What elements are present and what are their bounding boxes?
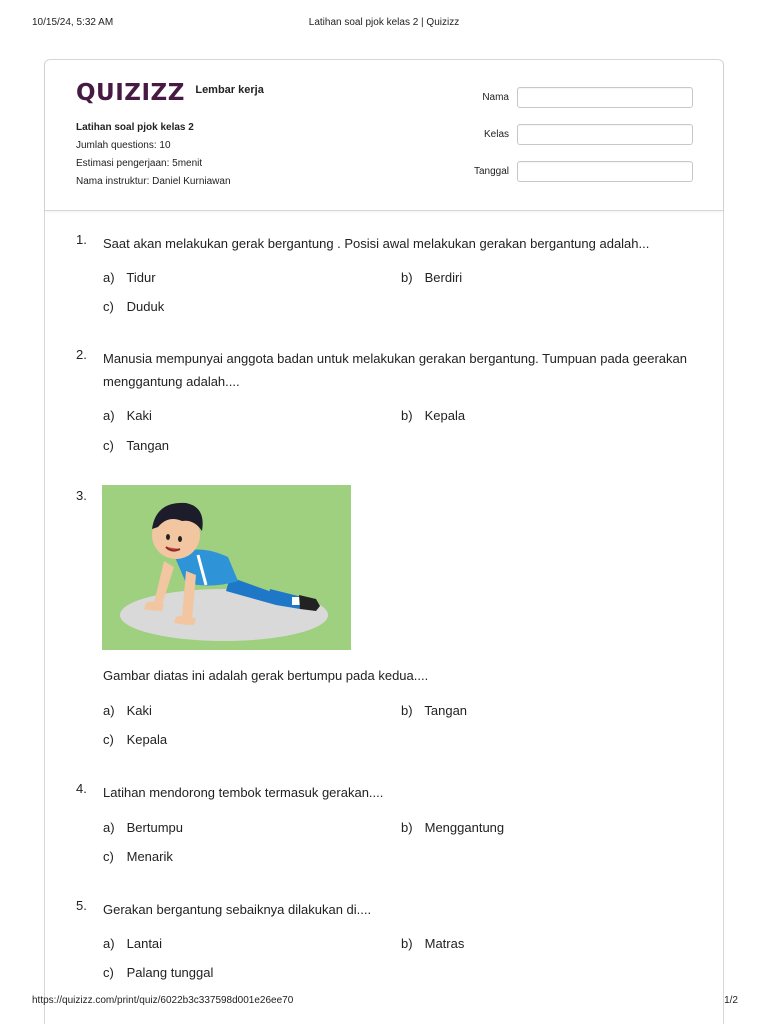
class-label: Kelas	[483, 129, 509, 140]
option-letter: a)	[103, 270, 115, 285]
question-text: Latihan mendorong tembok termasuk gerakan....	[103, 785, 384, 800]
option-letter: c)	[103, 732, 114, 747]
option-text: Berdiri	[424, 270, 463, 285]
option-text: Tangan	[126, 438, 170, 453]
q4-option-c	[103, 849, 173, 864]
option-letter: b)	[401, 703, 413, 718]
option-letter: c)	[103, 965, 114, 980]
quiz-title: Latihan soal pjok kelas 2	[76, 122, 194, 133]
question-number: 3.	[76, 488, 87, 503]
option-letter: b)	[401, 820, 413, 835]
date-label: Tanggal	[473, 166, 509, 177]
option-letter: c)	[103, 849, 114, 864]
option-text: Palang tunggal	[126, 965, 214, 980]
option-text: Menarik	[126, 849, 173, 864]
option-letter: b)	[401, 270, 413, 285]
option-letter: c)	[103, 438, 114, 453]
name-input[interactable]	[517, 87, 693, 108]
option-letter: b)	[401, 408, 413, 423]
option-text: Kaki	[126, 703, 152, 718]
worksheet-label: Lembar kerja	[195, 84, 264, 96]
question-text: Manusia mempunyai anggota badan untuk melakukan gerakan bergantung. Tumpuan pada geerakan menggantung adalah....	[103, 351, 687, 389]
print-footer	[0, 995, 768, 1009]
q3-option-c	[103, 732, 167, 747]
boy-push-up-image	[102, 485, 351, 650]
print-header	[0, 17, 768, 31]
q3-option-b	[401, 703, 467, 718]
option-text: Tangan	[424, 703, 468, 718]
q4-option-a	[103, 820, 183, 835]
page-number: 1/2	[724, 995, 738, 1006]
q1-option-c	[103, 299, 164, 314]
worksheet-header	[45, 60, 723, 211]
q2-option-b	[401, 408, 465, 423]
q2-option-a	[103, 408, 152, 423]
q5-option-c	[103, 965, 213, 980]
question-text: Saat akan melakukan gerak bergantung . Posisi awal melakukan gerakan bergantung adalah...	[103, 236, 650, 251]
option-text: Kepala	[424, 408, 466, 423]
quizizz-logo: QUIZIZZ	[76, 80, 185, 106]
question-number: 2.	[76, 347, 87, 362]
question-number: 1.	[76, 232, 87, 247]
date-input[interactable]	[517, 161, 693, 182]
date-field	[463, 161, 693, 183]
time-estimate: Estimasi pengerjaan: 5menit	[76, 158, 203, 169]
question-number: 5.	[76, 898, 87, 913]
class-field	[463, 124, 693, 146]
question-count: Jumlah questions: 10	[76, 140, 171, 151]
q4-option-b	[401, 820, 504, 835]
q5-option-b	[401, 936, 464, 951]
q1-option-b	[401, 270, 462, 285]
option-letter: a)	[103, 936, 115, 951]
option-text: Kaki	[126, 408, 152, 423]
name-label: Nama	[482, 92, 509, 103]
question-text: Gerakan bergantung sebaiknya dilakukan di....	[103, 902, 372, 917]
push-up-illustration	[102, 485, 351, 650]
option-letter: c)	[103, 299, 114, 314]
option-text: Kepala	[126, 732, 168, 747]
option-letter: b)	[401, 936, 413, 951]
print-title: Latihan soal pjok kelas 2 | Quizizz	[308, 17, 460, 28]
logo-row	[76, 80, 264, 106]
q1-option-a	[103, 270, 156, 285]
quiz-meta	[76, 119, 231, 191]
option-letter: a)	[103, 408, 115, 423]
option-letter: a)	[103, 820, 115, 835]
question-text: Gambar diatas ini adalah gerak bertumpu pada kedua....	[103, 668, 429, 683]
name-field	[463, 87, 693, 109]
instructor-name: Nama instruktur: Daniel Kurniawan	[76, 176, 231, 187]
option-text: Menggantung	[424, 820, 505, 835]
q3-option-a	[103, 703, 152, 718]
option-letter: a)	[103, 703, 115, 718]
class-input[interactable]	[517, 124, 693, 145]
option-text: Bertumpu	[126, 820, 183, 835]
option-text: Tidur	[126, 270, 156, 285]
worksheet	[44, 59, 724, 1024]
question-number: 4.	[76, 781, 87, 796]
option-text: Lantai	[126, 936, 163, 951]
option-text: Matras	[424, 936, 465, 951]
option-text: Duduk	[126, 299, 165, 314]
page-url: https://quizizz.com/print/quiz/6022b3c337598d001e26ee70	[32, 995, 294, 1006]
print-date: 10/15/24, 5:32 AM	[32, 17, 114, 28]
q5-option-a	[103, 936, 162, 951]
q2-option-c	[103, 438, 169, 453]
